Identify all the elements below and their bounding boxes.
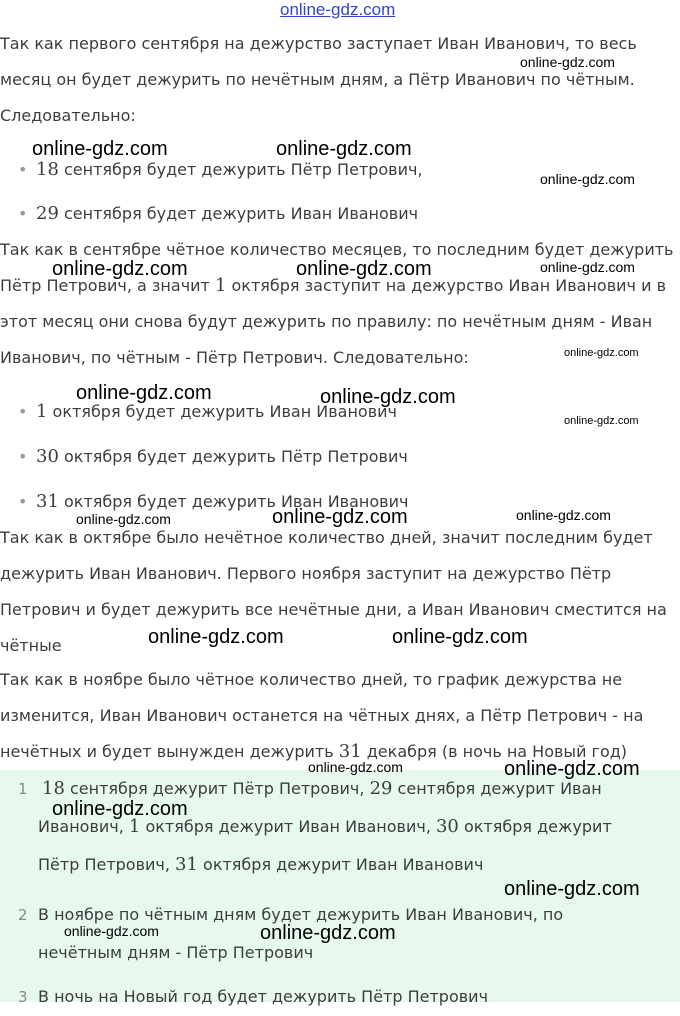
- list-item: • 29 сентября будет дежурить Иван Иванович: [18, 196, 418, 232]
- watermark: online-gdz.com: [564, 347, 639, 359]
- para4-line1: Так как в ноябре было чётное количество дней, то график дежурства не: [0, 670, 623, 689]
- watermark: online-gdz.com: [504, 878, 640, 900]
- para4-line3: нечётных и будет вынужден дежурить 31 декабря (в ночь на Новый год): [0, 741, 628, 762]
- para3-line2: дежурить Иван Иванович. Первого ноября заступит на дежурство Пётр: [0, 564, 612, 583]
- para4-line2: изменится, Иван Иванович останется на чётных днях, а Пётр Петрович - на: [0, 706, 644, 725]
- answer2-line2: нечётным дням - Пётр Петрович: [38, 943, 314, 962]
- watermark: online-gdz.com: [76, 511, 171, 527]
- watermark: online-gdz.com: [540, 171, 635, 187]
- answer2-line1: В ноябре по чётным дням будет дежурить Иван Иванович, по: [38, 905, 564, 924]
- answer-index: 3: [18, 988, 28, 1006]
- list-item: • 1 октября будет дежурить Иван Иванович: [18, 394, 397, 430]
- watermark: online-gdz.com: [296, 258, 432, 280]
- watermark: online-gdz.com: [52, 798, 188, 820]
- watermark: online-gdz.com: [320, 386, 456, 408]
- watermark: online-gdz.com: [260, 922, 396, 944]
- answer1-line2: Иванович, 1 октября дежурит Иван Иванович, 30 октября дежурит: [38, 816, 612, 837]
- answer1-line1: 18 сентября дежурит Пётр Петрович, 29 сентября дежурит Иван: [42, 778, 602, 799]
- watermark: online-gdz.com: [32, 138, 168, 160]
- watermark: online-gdz.com: [148, 626, 284, 648]
- bullet-icon: •: [18, 204, 28, 223]
- para1-line3: Следовательно:: [0, 106, 136, 125]
- list-item: • 30 октября будет дежурить Пётр Петрович: [18, 439, 408, 475]
- para3-line4: чётные: [0, 636, 62, 655]
- watermark: online-gdz.com: [516, 507, 611, 523]
- watermark: online-gdz.com: [276, 138, 412, 160]
- watermark: online-gdz.com: [540, 259, 635, 275]
- watermark: online-gdz.com: [308, 759, 403, 775]
- answer1-line3: Пётр Петрович, 31 октября дежурит Иван Иванович: [38, 854, 484, 875]
- watermark: online-gdz.com: [76, 382, 212, 404]
- bullet-icon: •: [18, 402, 28, 421]
- watermark: online-gdz.com: [272, 506, 408, 528]
- para2-line1: Так как в сентябре чётное количество месяцев, то последним будет дежурить: [0, 240, 674, 259]
- top-watermark-link[interactable]: online-gdz.com: [280, 0, 396, 19]
- answer-index: 2: [18, 906, 28, 924]
- para3-line3: Петрович и будет дежурить все нечётные дни, а Иван Иванович сместится на: [0, 600, 667, 619]
- para3-line1: Так как в октябре было нечётное количество дней, значит последним будет: [0, 528, 653, 547]
- list-item: • 31 октября будет дежурить Иван Иванович: [18, 484, 408, 520]
- watermark: online-gdz.com: [564, 415, 639, 427]
- list-item: • 18 сентября будет дежурить Пётр Петрович,: [18, 152, 423, 188]
- para1-line2: месяц он будет дежурить по нечётным дням, а Пётр Иванович по чётным.: [0, 70, 635, 89]
- watermark: online-gdz.com: [392, 626, 528, 648]
- watermark: online-gdz.com: [504, 758, 640, 780]
- watermark: online-gdz.com: [520, 54, 615, 70]
- answer-index: 1: [18, 780, 28, 798]
- para2-line4: Иванович, по чётным - Пётр Петрович. Следовательно:: [0, 348, 469, 367]
- para1-line1: Так как первого сентября на дежурство заступает Иван Иванович, то весь: [0, 34, 637, 53]
- para2-line2: Пётр Петрович, а значит 1 октября заступит на дежурство Иван Иванович и в: [0, 275, 666, 296]
- answer3-line1: В ночь на Новый год будет дежурить Пётр Петрович: [38, 987, 489, 1006]
- watermark: online-gdz.com: [64, 923, 159, 939]
- bullet-icon: •: [18, 447, 28, 466]
- para2-line3: этот месяц они снова будут дежурить по правилу: по нечётным дням - Иван: [0, 312, 653, 331]
- bullet-icon: •: [18, 160, 28, 179]
- watermark: online-gdz.com: [52, 258, 188, 280]
- bullet-icon: •: [18, 492, 28, 511]
